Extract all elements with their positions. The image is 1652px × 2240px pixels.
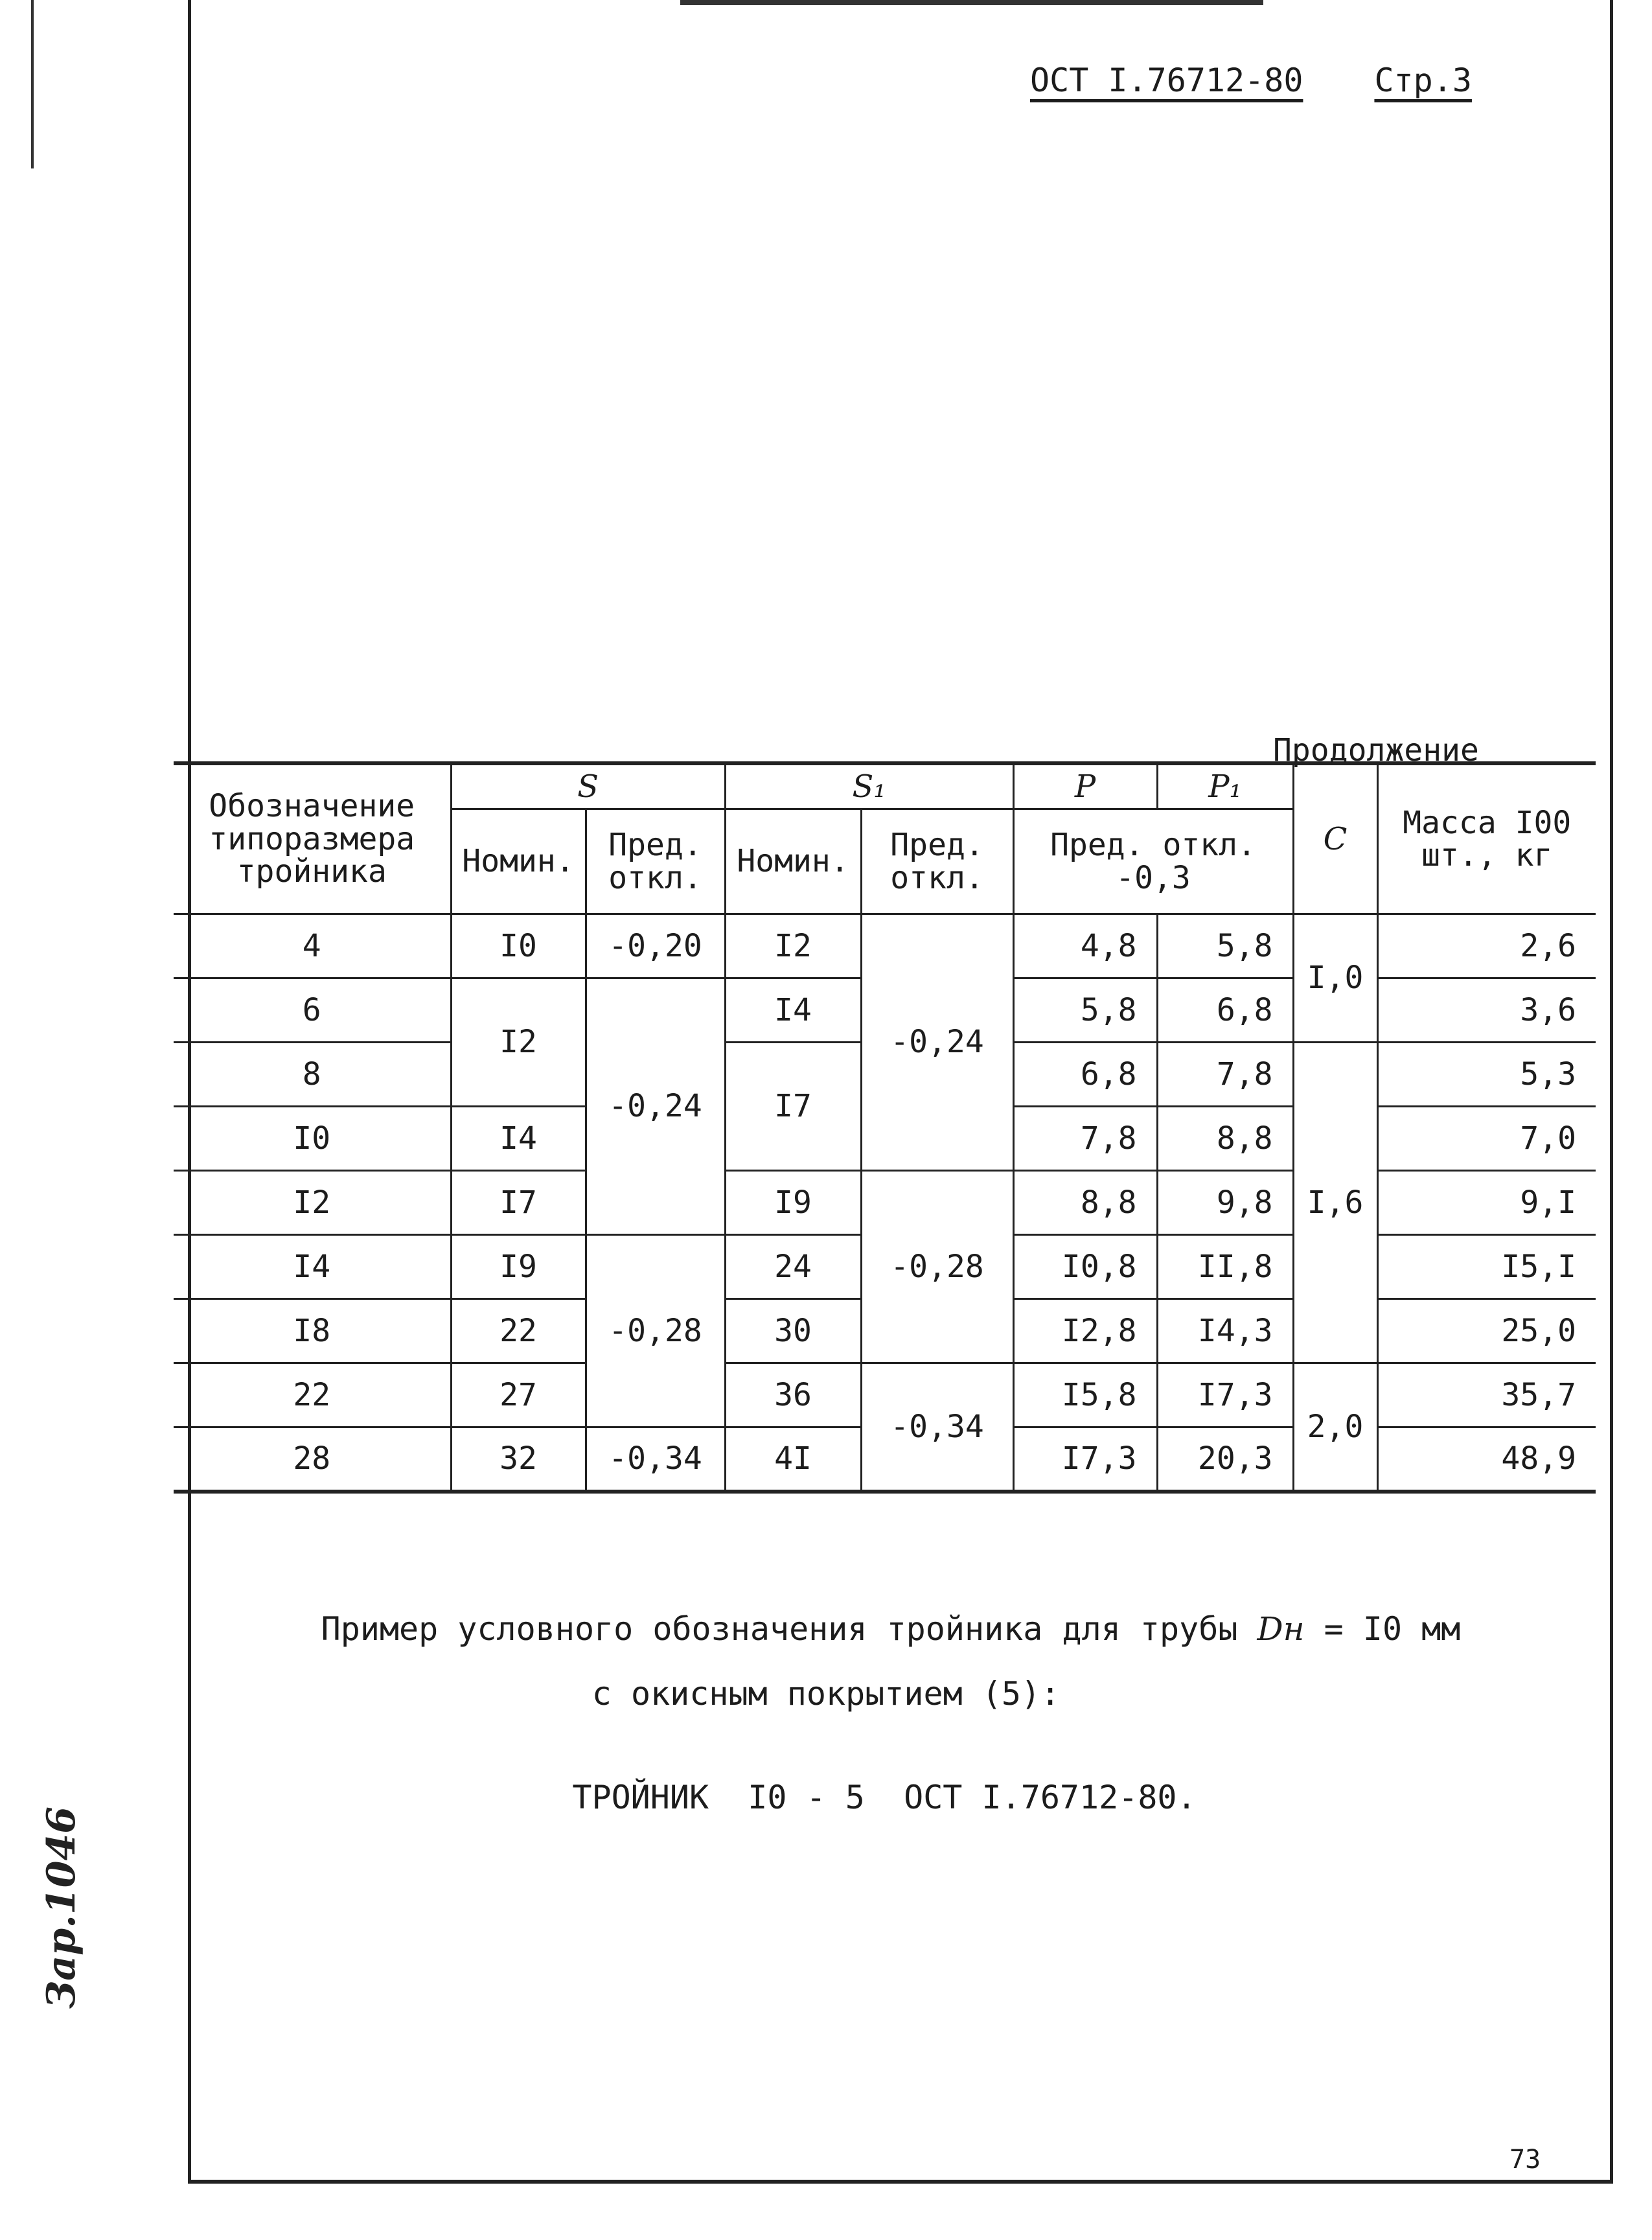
document-header	[1030, 62, 1472, 99]
header-designation: Обозначение типоразмера тройника	[174, 763, 451, 914]
example-line-2: с окисным покрытием (5):	[591, 1675, 1061, 1713]
cell-p: 7,8	[1013, 1107, 1157, 1171]
header-p1: P₁	[1157, 763, 1293, 809]
cell-mass: I5,I	[1377, 1235, 1596, 1299]
cell-mass: 9,I	[1377, 1171, 1596, 1235]
cell-p1: I7,3	[1157, 1363, 1293, 1427]
header-s-nominal: Номин.	[451, 809, 586, 914]
cell-s1-nominal: 30	[725, 1299, 861, 1363]
cell-s-nominal: I9	[451, 1235, 586, 1299]
cell-p1: 6,8	[1157, 978, 1293, 1043]
cell-designation: 6	[174, 978, 451, 1043]
cell-s-tolerance: -0,20	[586, 914, 725, 978]
cell-p1: 9,8	[1157, 1171, 1293, 1235]
cell-mass: 25,0	[1377, 1299, 1596, 1363]
example-designation: ТРОЙНИК I0 - 5 ОСТ I.76712-80.	[572, 1779, 1197, 1816]
cell-designation: I8	[174, 1299, 451, 1363]
header-p-tolerance: Пред. откл. -0,3	[1013, 809, 1293, 914]
cell-p: I5,8	[1013, 1363, 1157, 1427]
cell-p: I2,8	[1013, 1299, 1157, 1363]
page-number: 73	[1509, 2145, 1541, 2175]
cell-s1-tolerance: -0,34	[861, 1363, 1013, 1492]
header-c: C	[1293, 763, 1377, 914]
cell-s-nominal: 32	[451, 1427, 586, 1492]
cell-mass: 5,3	[1377, 1043, 1596, 1107]
cell-s-tolerance: -0,24	[586, 978, 725, 1235]
cell-s-nominal: I4	[451, 1107, 586, 1171]
cell-p1: II,8	[1157, 1235, 1293, 1299]
cell-s1-nominal: 4I	[725, 1427, 861, 1492]
cell-designation: I2	[174, 1171, 451, 1235]
cell-p: 6,8	[1013, 1043, 1157, 1107]
dh-symbol: Dн	[1257, 1610, 1305, 1648]
cell-designation: 8	[174, 1043, 451, 1107]
cell-s1-nominal: I4	[725, 978, 861, 1043]
example-line-1	[123, 1610, 1652, 1648]
cell-c: I,6	[1293, 1043, 1377, 1363]
header-s: S	[451, 763, 725, 809]
left-margin-mark	[31, 0, 34, 168]
cell-p1: 7,8	[1157, 1043, 1293, 1107]
handwritten-note: Зар.1046	[39, 1807, 84, 2009]
cell-s1-tolerance: -0,24	[861, 914, 1013, 1170]
cell-s1-nominal: I7	[725, 1043, 861, 1171]
cell-s-tolerance: -0,28	[586, 1235, 725, 1427]
page-label: Стр.3	[1374, 62, 1472, 99]
cell-s-tolerance: -0,34	[586, 1427, 725, 1492]
cell-s-nominal: I0	[451, 914, 586, 978]
header-mass: Масса I00 шт., кг	[1377, 763, 1596, 914]
cell-c: I,0	[1293, 914, 1377, 1042]
cell-s1-nominal: 36	[725, 1363, 861, 1427]
cell-s-nominal: I2	[451, 978, 586, 1107]
cell-p1: 5,8	[1157, 914, 1293, 978]
dimensions-table	[174, 761, 1596, 1494]
cell-s-nominal: 27	[451, 1363, 586, 1427]
cell-s-nominal: 22	[451, 1299, 586, 1363]
cell-designation: I4	[174, 1235, 451, 1299]
standard-number: ОСТ I.76712-80	[1030, 62, 1303, 99]
cell-p1: I4,3	[1157, 1299, 1293, 1363]
cell-designation: I0	[174, 1107, 451, 1171]
cell-s1-nominal: I2	[725, 914, 861, 978]
cell-s1-nominal: I9	[725, 1171, 861, 1235]
cell-p: 5,8	[1013, 978, 1157, 1043]
cell-p: 8,8	[1013, 1171, 1157, 1235]
top-edge-line	[680, 0, 1263, 5]
header-p: P	[1013, 763, 1157, 809]
cell-designation: 28	[174, 1427, 451, 1492]
example-text-before: Пример условного обозначения тройника для трубы	[321, 1610, 1257, 1648]
cell-p1: 8,8	[1157, 1107, 1293, 1171]
cell-designation: 22	[174, 1363, 451, 1427]
cell-s1-tolerance: -0,28	[861, 1171, 1013, 1363]
header-s1-tolerance: Пред. откл.	[861, 809, 1013, 914]
cell-designation: 4	[174, 914, 451, 978]
cell-mass: 35,7	[1377, 1363, 1596, 1427]
cell-s1-nominal: 24	[725, 1235, 861, 1299]
header-s1: S₁	[725, 763, 1013, 809]
continuation-label: Продолжение	[1273, 732, 1479, 768]
header-s1-nominal: Номин.	[725, 809, 861, 914]
cell-p: I7,3	[1013, 1427, 1157, 1492]
cell-p: 4,8	[1013, 914, 1157, 978]
cell-mass: 3,6	[1377, 978, 1596, 1043]
cell-p1: 20,3	[1157, 1427, 1293, 1492]
cell-c: 2,0	[1293, 1363, 1377, 1492]
header-s-tolerance: Пред. откл.	[586, 809, 725, 914]
cell-mass: 48,9	[1377, 1427, 1596, 1492]
example-text-after: = I0 мм	[1304, 1610, 1461, 1648]
cell-mass: 2,6	[1377, 914, 1596, 978]
cell-mass: 7,0	[1377, 1107, 1596, 1171]
cell-s-nominal: I7	[451, 1171, 586, 1235]
cell-p: I0,8	[1013, 1235, 1157, 1299]
